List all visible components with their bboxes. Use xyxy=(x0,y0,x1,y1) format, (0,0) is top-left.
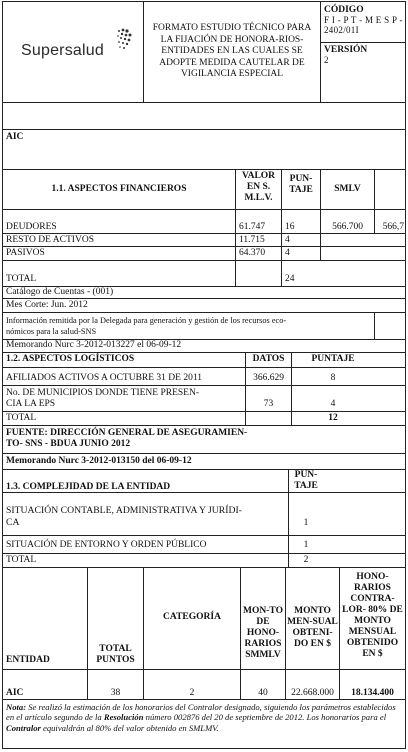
financial-section-title: 1.1. ASPECTOS FINANCIEROS xyxy=(51,184,187,194)
note-text-3: equivaldrán al 80% del valor obtenido en SMLMV. xyxy=(40,722,219,733)
logistics-header-row xyxy=(3,353,405,368)
financial-col-valor: VALOR EN S. M.L.V. xyxy=(235,170,281,209)
logo-text: Supersalud xyxy=(21,42,104,59)
fuente-text xyxy=(3,426,291,453)
fuente-line1: FUENTE: DIRECCIÓN GENERAL DE ASEGURAMIEN- xyxy=(6,428,248,438)
fees-col-honorarios: HONO-RARIOS CONTRA-LOR- 80% DE MONTO MENSUAL OBTENIDO EN $ xyxy=(339,568,405,669)
row-puntaje: 4 xyxy=(281,234,320,246)
info-row xyxy=(3,313,405,340)
info-line1: Información remitida por la Delegada para generación y gestión de los recursos eco- xyxy=(6,316,287,325)
row-name: SITUACIÓN DE ENTORNO Y ORDEN PÚBLICO xyxy=(6,540,207,550)
fees-col-mensual: MONTO MEN-SUAL OBTENI-DO EN $ xyxy=(285,568,339,669)
row-puntaje: 4 xyxy=(291,386,374,411)
complexity-row-entorno xyxy=(3,536,405,554)
complexity-row-contable xyxy=(3,493,405,536)
row-valor: 11.715 xyxy=(235,234,281,246)
fees-entidad: AIC xyxy=(6,688,24,698)
document-page xyxy=(2,1,406,749)
fees-row-aic xyxy=(3,670,405,700)
mes-corte-text: Mes Corte: Jun. 2012 xyxy=(6,300,88,310)
row-smlv: 566.700 xyxy=(320,210,374,233)
total-valor xyxy=(235,261,281,286)
complexity-col-puntaje: PUN-TAJE xyxy=(288,470,323,492)
note-prefix: Nota: xyxy=(6,702,27,712)
note-text-1: Se realizó la estimación de los honorarios del Contralor designado, siguiendo los parámetros establecidos en el artículo segundo de la xyxy=(6,702,396,723)
note-text xyxy=(3,700,405,735)
total-label: TOTAL xyxy=(6,274,37,284)
row-smlv xyxy=(320,247,374,260)
financial-row-pasivos xyxy=(3,247,405,261)
row-puntaje: 8 xyxy=(291,368,374,385)
financial-col-puntaje: PUN-TAJE xyxy=(281,170,320,209)
financial-row-resto xyxy=(3,234,405,247)
financial-row-deudores xyxy=(3,210,405,234)
total-label: TOTAL xyxy=(6,413,37,423)
row-name xyxy=(3,493,288,535)
logistics-row-municipios xyxy=(3,386,405,412)
fuente-row xyxy=(3,426,405,454)
memorando1-text: Memorando Nurc 3-2012-013227 el 06-09-12 xyxy=(6,340,182,350)
note-bold-2: Contralor xyxy=(6,722,41,733)
row-name: RESTO DE ACTIVOS xyxy=(6,235,94,245)
version-value: 2 xyxy=(324,55,329,65)
catalogo-text: Catálogo de Cuentas - (001) xyxy=(6,287,114,297)
row-name-line1: SITUACIÓN CONTABLE, ADMINISTRATIVA Y JURÍDI- xyxy=(6,505,242,516)
row-puntaje: 1 xyxy=(288,493,323,535)
row-puntaje: 1 xyxy=(288,536,323,553)
code-value-line1: F I - P T - M E S P - xyxy=(324,15,403,25)
header-row xyxy=(3,2,405,103)
fees-honorarios: 18.134.400 xyxy=(339,670,405,699)
fees-total: 38 xyxy=(87,670,143,699)
memorando1-row xyxy=(3,340,405,353)
fees-col-categoria: CATEGORÍA xyxy=(143,568,240,669)
row-name-line1: No. DE MUNICIPIOS DONDE TIENE PRESEN- xyxy=(6,388,199,398)
total-label: TOTAL xyxy=(6,555,37,565)
row-puntaje: 4 xyxy=(281,247,320,260)
note-block xyxy=(3,700,405,735)
fees-col-monto: MON-TO DE HONO-RARIOS SMMLV xyxy=(240,568,285,669)
financial-col-extra xyxy=(374,170,405,209)
row-name-line2: CA xyxy=(6,517,20,528)
code-label: CÓDIGO xyxy=(324,5,364,15)
logistics-row-afiliados xyxy=(3,368,405,386)
total-puntaje: 2 xyxy=(288,554,323,567)
row-valor: 64.370 xyxy=(235,247,281,260)
version-block xyxy=(321,42,405,65)
row-valor: 61.747 xyxy=(235,210,281,233)
fees-mensual: 22.668.000 xyxy=(285,670,339,699)
row-puntaje: 16 xyxy=(281,210,320,233)
code-value-line2: 2402/01I xyxy=(324,25,359,35)
logistics-col-puntaje: PUNTAJE xyxy=(291,353,374,367)
logistics-section-title: 1.2. ASPECTOS LOGÍSTICOS xyxy=(6,354,135,364)
fees-header-row xyxy=(3,568,405,670)
total-puntaje: 12 xyxy=(291,412,374,425)
row-datos: 73 xyxy=(245,386,291,411)
logistics-col-datos: DATOS xyxy=(245,353,291,367)
info-extra xyxy=(374,313,405,339)
code-block xyxy=(321,5,405,35)
financial-col-smlv: SMLV xyxy=(320,170,374,209)
fees-categoria: 2 xyxy=(143,670,240,699)
document-title: FORMATO ESTUDIO TÉCNICO PARA LA FIJACIÓN DE HONORA-RIOS-ENTIDADES EN LAS CUALES SE ADOPTE MEDIDA CAUTELAR DE VIGILANCIA ESPECIAL xyxy=(143,2,321,102)
complexity-row-total xyxy=(3,554,405,568)
logo-dots-icon xyxy=(105,27,133,55)
row-extra: 566,7 xyxy=(374,210,405,233)
row-name: AFILIADOS ACTIVOS A OCTUBRE 31 DE 2011 xyxy=(6,373,202,383)
financial-row-total xyxy=(3,261,405,287)
total-datos xyxy=(245,412,291,425)
info-text xyxy=(3,313,374,339)
row-datos: 366.629 xyxy=(245,368,291,385)
memorando2-text: Memorando Nurc 3-2012-013150 del 06-09-12 xyxy=(6,456,192,466)
fuente-line2: TO- SNS - BDUA JUNIO 2012 xyxy=(6,439,131,449)
financial-header-row xyxy=(3,170,405,210)
complexity-section-title: 1.3. COMPLEJIDAD DE LA ENTIDAD xyxy=(6,482,171,492)
mes-corte-row xyxy=(3,299,405,313)
row-name: PASIVOS xyxy=(6,248,45,258)
total-puntaje: 24 xyxy=(281,261,320,286)
info-line2: nómicos para la salud-SNS xyxy=(6,327,97,336)
note-bold-1: Resolución xyxy=(103,712,144,723)
logistics-row-total xyxy=(3,412,405,426)
fees-col-total xyxy=(87,568,143,669)
fees-monto: 40 xyxy=(240,670,285,699)
row-smlv xyxy=(320,234,374,246)
version-label: VERSIÓN xyxy=(324,45,368,55)
row-name xyxy=(3,386,245,411)
row-name: DEUDORES xyxy=(6,222,57,232)
supersalud-logo xyxy=(3,2,143,102)
memorando2-row xyxy=(3,454,405,470)
header-meta xyxy=(321,2,405,102)
catalogo-row xyxy=(3,287,405,299)
aic-row xyxy=(3,129,405,170)
complexity-header-row xyxy=(3,470,405,493)
fees-col-total-label: TOTAL PUNTOS xyxy=(96,644,135,665)
aic-label: AIC xyxy=(6,132,24,142)
row-name-line2: CIA LA EPS xyxy=(6,399,56,409)
note-text-2: número 002876 del 20 de septiembre de 2012. Los honorarios para el xyxy=(143,712,387,723)
fees-col-entidad: ENTIDAD xyxy=(6,655,50,665)
